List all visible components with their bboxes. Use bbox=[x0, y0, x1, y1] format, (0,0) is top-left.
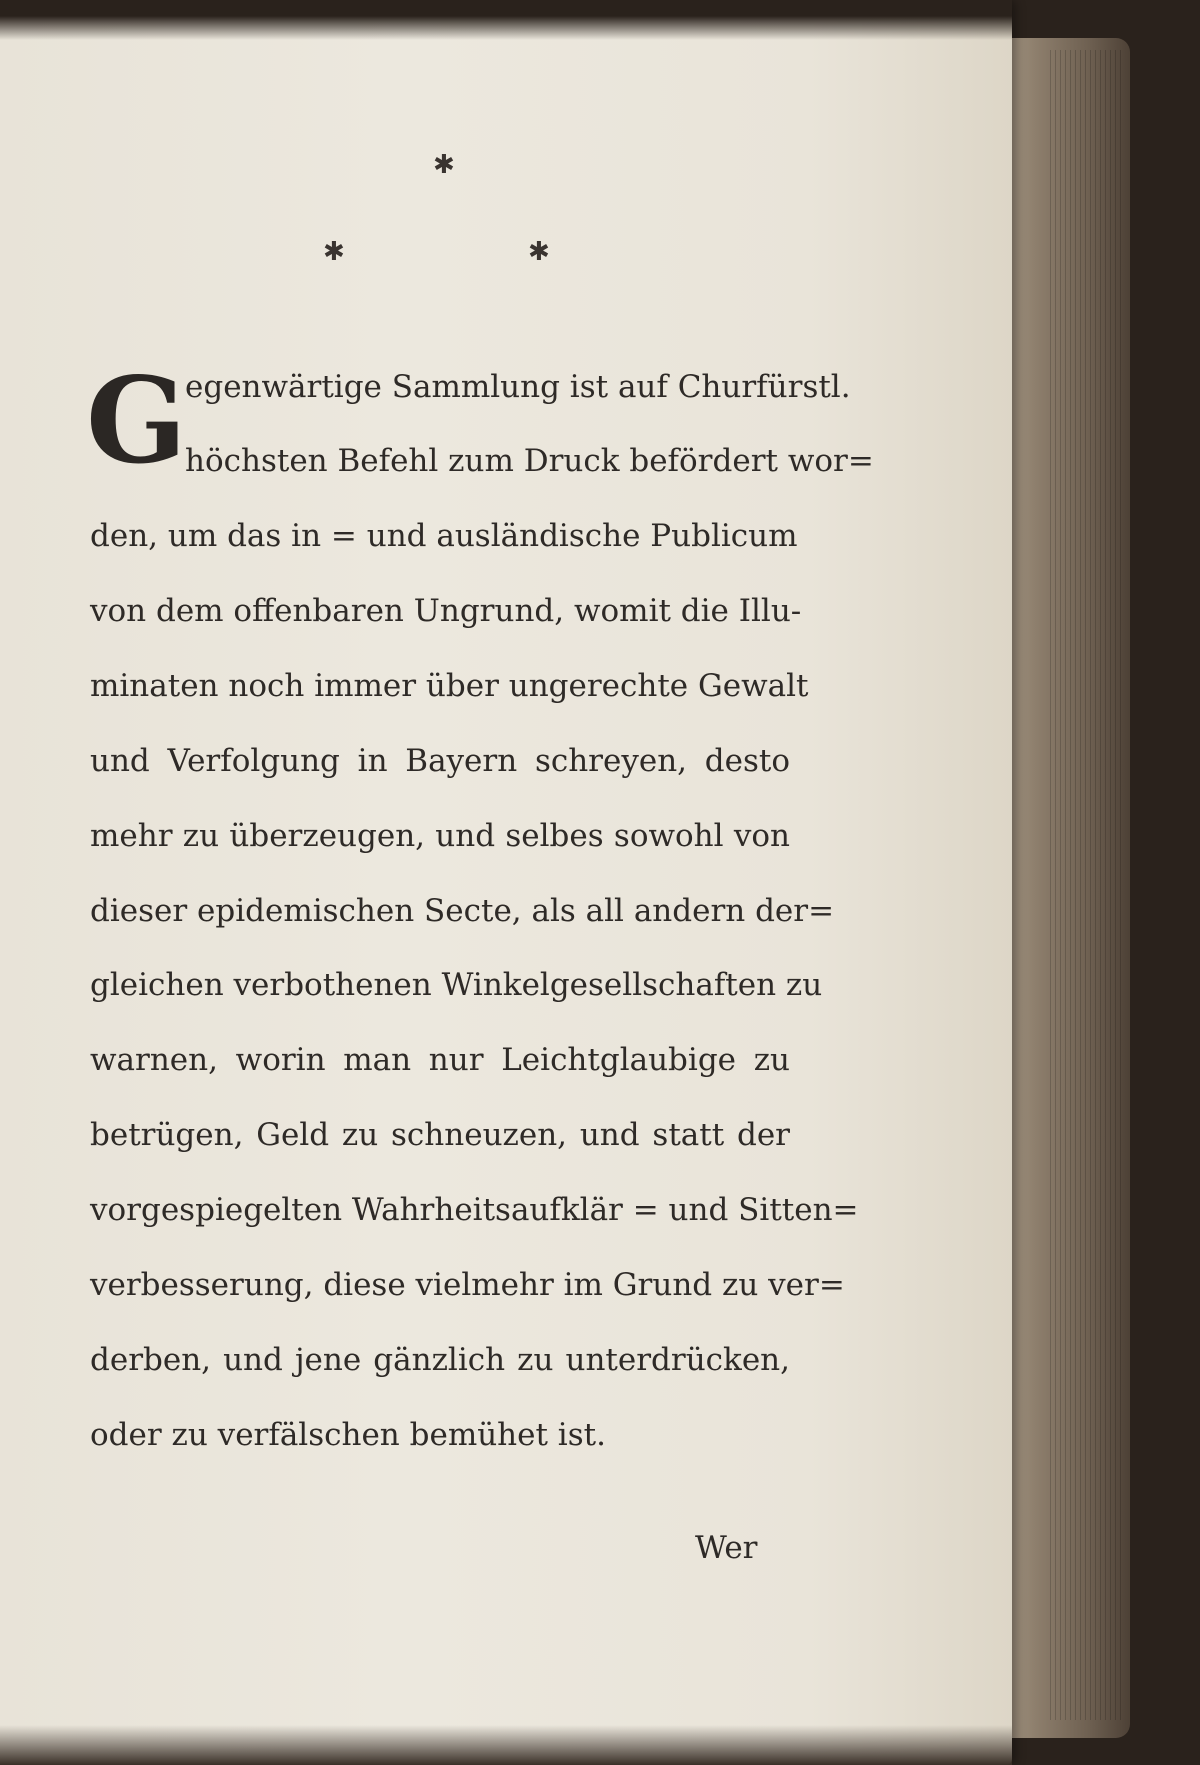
catchword: Wer bbox=[695, 1530, 758, 1566]
text-line-11: betrügen, Geld zu schneuzen, und statt der bbox=[90, 1117, 790, 1153]
ornament-asterisk-right: ✱ bbox=[528, 237, 550, 267]
text-line-13: verbesserung, diese vielmehr im Grund zu ver= bbox=[90, 1267, 845, 1303]
text-line-12: vorgespiegelten Wahrheitsaufklär = und Sitten= bbox=[90, 1192, 859, 1228]
text-line-15: oder zu verfälschen bemühet ist. bbox=[90, 1417, 606, 1453]
page-edge-lines bbox=[1050, 50, 1125, 1720]
ornament-asterisk-left: ✱ bbox=[323, 237, 345, 267]
text-line-14: derben, und jene gänzlich zu unterdrücken, bbox=[90, 1342, 790, 1378]
text-line-9: gleichen verbothenen Winkelgesellschaften zu bbox=[90, 967, 823, 1003]
text-line-5: minaten noch immer über ungerechte Gewalt bbox=[90, 668, 809, 704]
ornament-asterisk-top: ✱ bbox=[433, 150, 455, 180]
drop-cap: G bbox=[86, 351, 187, 490]
text-line-4: von dem offenbaren Ungrund, womit die Illu- bbox=[90, 593, 802, 629]
text-line-7: mehr zu überzeugen, und selbes sowohl von bbox=[90, 818, 790, 854]
text-line-2: höchsten Befehl zum Druck befördert wor= bbox=[185, 443, 874, 479]
text-line-8: dieser epidemischen Secte, als all andern der= bbox=[90, 893, 835, 929]
page-bottom-shadow bbox=[0, 1725, 1012, 1765]
text-line-10: warnen, worin man nur Leichtglaubige zu bbox=[90, 1042, 790, 1078]
text-line-6: und Verfolgung in Bayern schreyen, desto bbox=[90, 743, 790, 779]
text-line-1: egenwärtige Sammlung ist auf Churfürstl. bbox=[185, 369, 851, 405]
page-top-shadow bbox=[0, 0, 1012, 40]
text-line-3: den, um das in = und ausländische Publicum bbox=[90, 518, 798, 554]
